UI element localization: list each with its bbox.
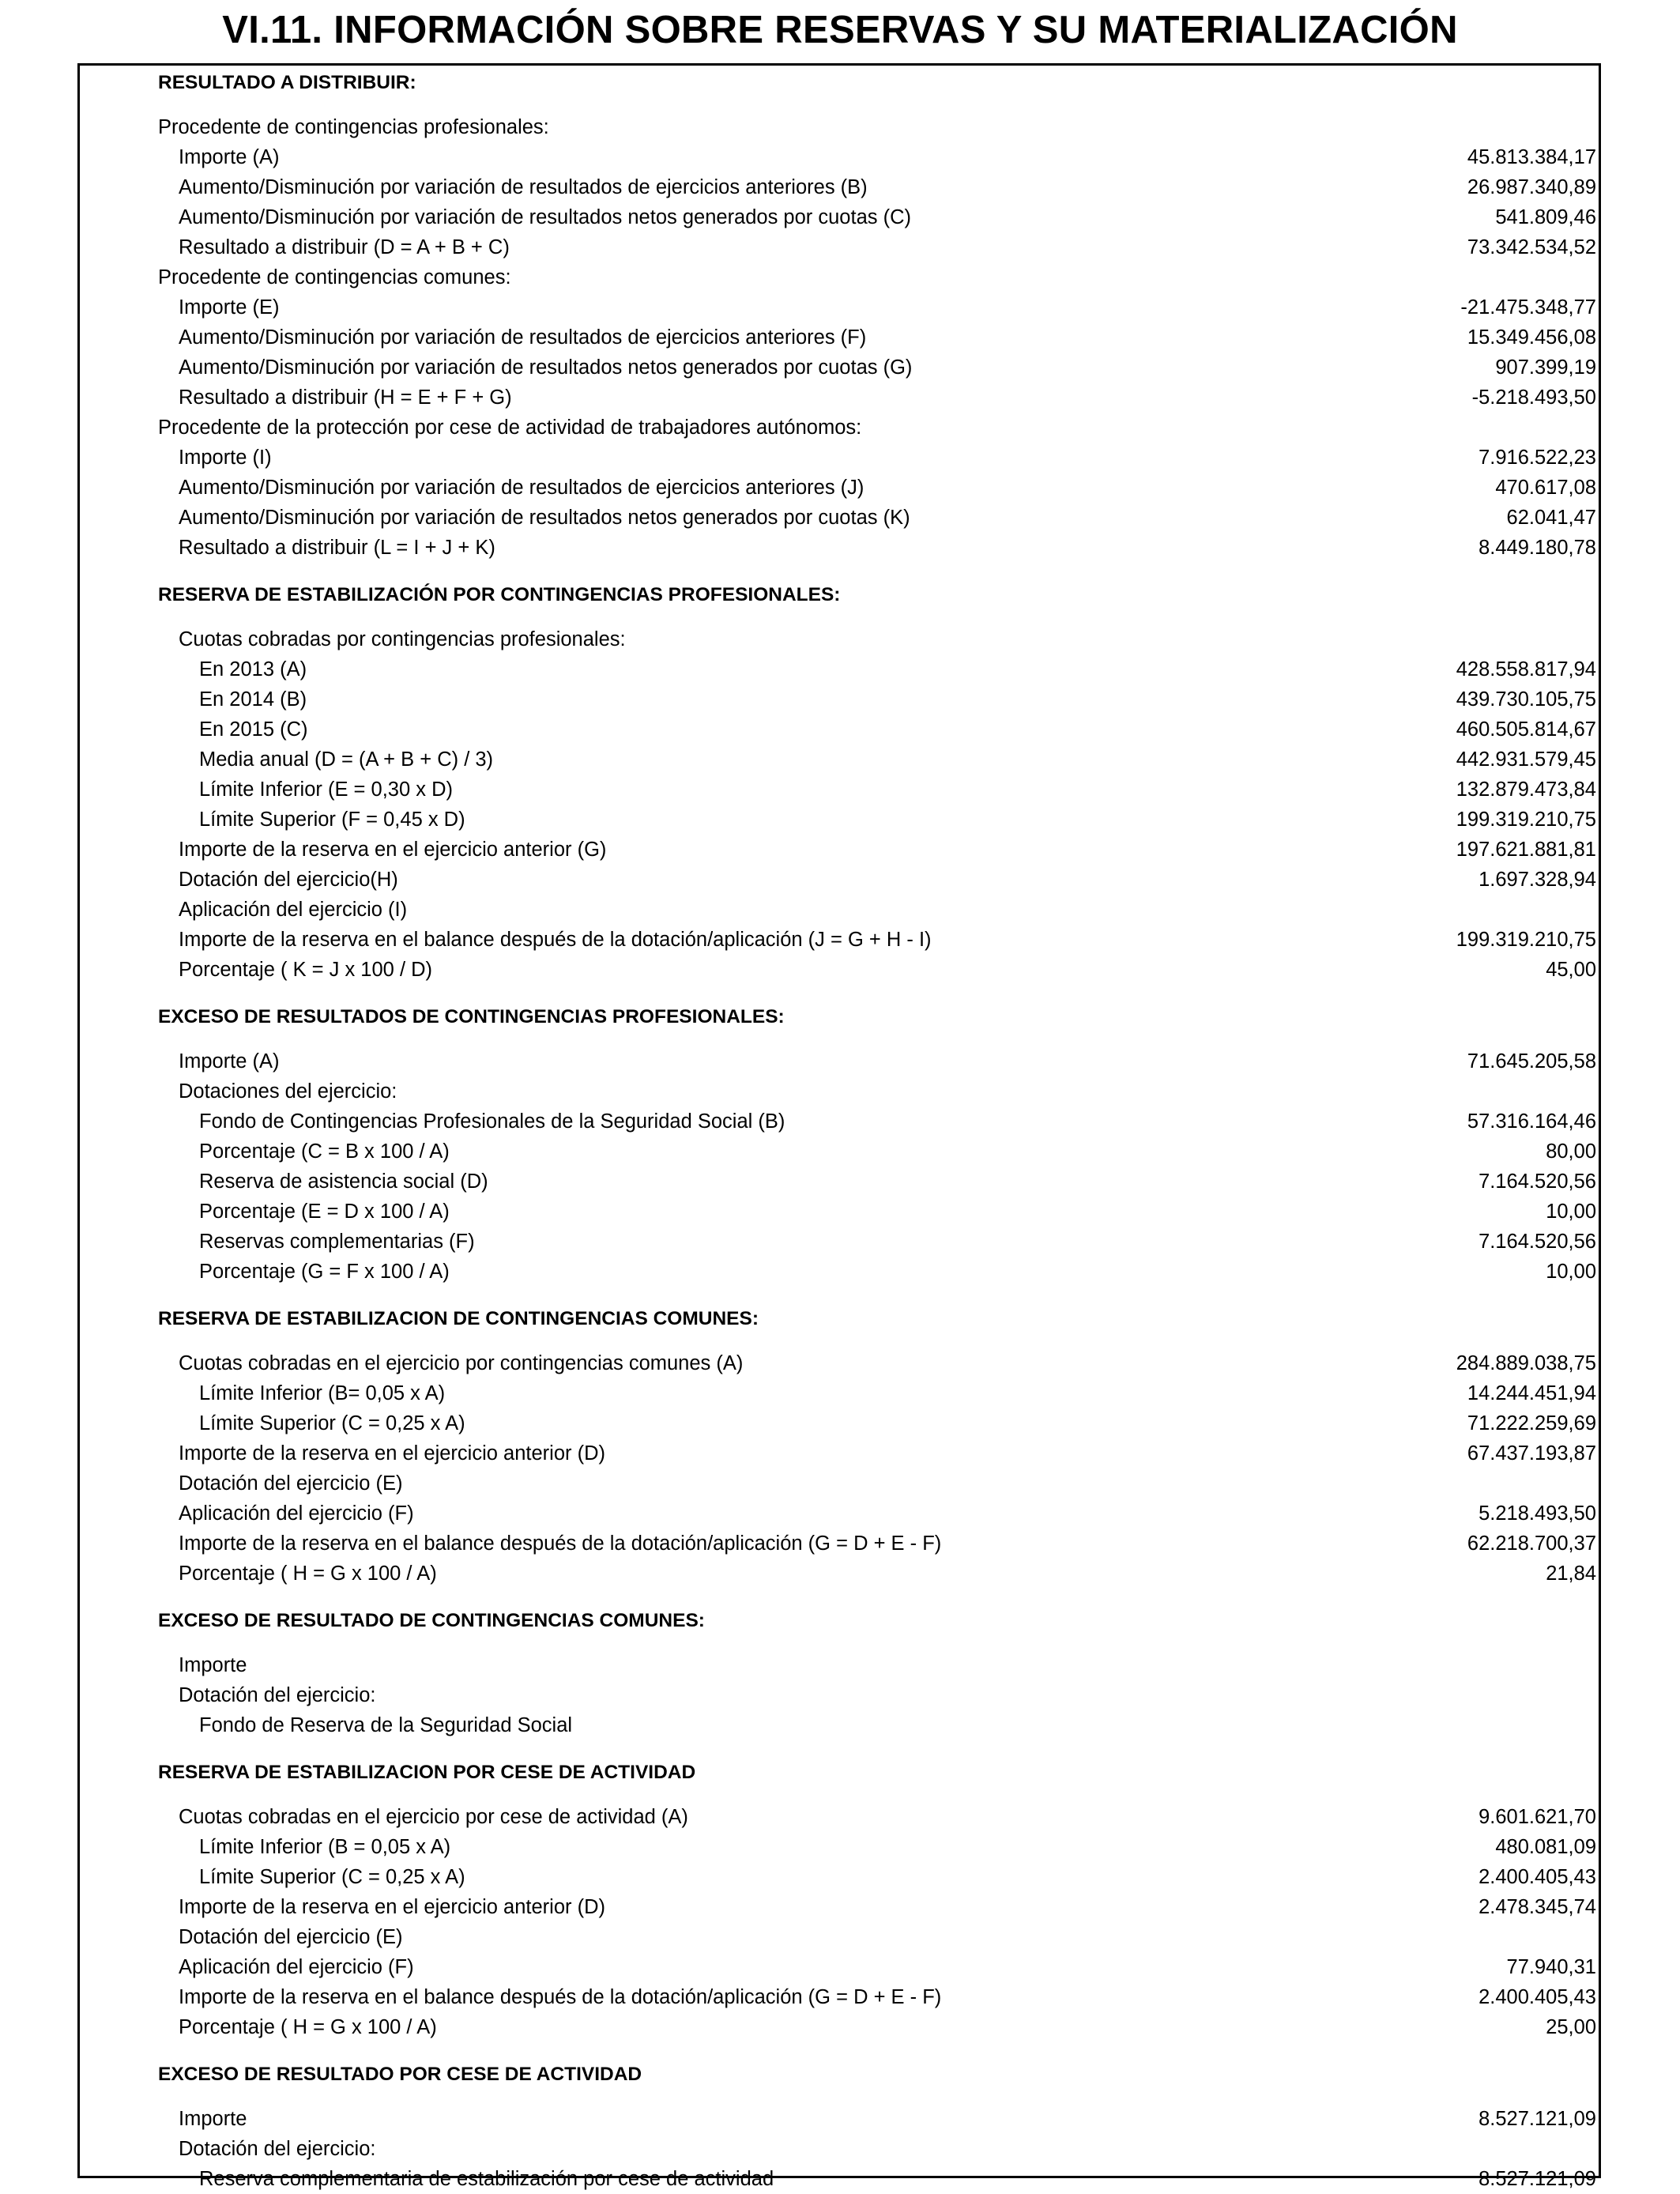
row-label: Fondo de Reserva de la Seguridad Social	[199, 1714, 573, 1736]
row-label: Aumento/Disminución por variación de resultados de ejercicios anteriores (J)	[179, 477, 864, 499]
table-row	[158, 1167, 1596, 1197]
row-value: 480.081,09	[1495, 1836, 1596, 1858]
row-value: 62.041,47	[1506, 507, 1596, 529]
row-value: 541.809,46	[1495, 206, 1596, 228]
table-row	[158, 533, 1596, 563]
row-label: Importe de la reserva en el balance después de la dotación/aplicación (J = G + H - I)	[179, 929, 932, 951]
row-value: 7.164.520,56	[1478, 1171, 1596, 1193]
row-label: Reserva complementaria de estabilización por cese de actividad	[199, 2168, 774, 2190]
table-row	[158, 1106, 1596, 1137]
row-label: Porcentaje (C = B x 100 / A)	[199, 1140, 450, 1163]
page-title: VI.11. INFORMACIÓN SOBRE RESERVAS Y SU MATERIALIZACIÓN	[222, 9, 1458, 51]
row-label: Dotaciones del ejercicio:	[179, 1080, 397, 1103]
row-value: 15.349.456,08	[1467, 326, 1596, 349]
row-label: Límite Superior (C = 0,25 x A)	[199, 1412, 465, 1434]
row-value: 470.617,08	[1495, 477, 1596, 499]
row-label: Resultado a distribuir (L = I + J + K)	[179, 537, 495, 559]
row-label: Fondo de Contingencias Profesionales de la Seguridad Social (B)	[199, 1110, 785, 1133]
table-row	[158, 503, 1596, 533]
table-row	[158, 383, 1596, 413]
row-value: 57.316.164,46	[1467, 1110, 1596, 1133]
row-value: 73.342.534,52	[1467, 236, 1596, 258]
row-value: 2.400.405,43	[1478, 1866, 1596, 1888]
row-value: 9.601.621,70	[1478, 1806, 1596, 1828]
row-label: Media anual (D = (A + B + C) / 3)	[199, 748, 494, 771]
row-value: 8.449.180,78	[1478, 537, 1596, 559]
table-row	[158, 1227, 1596, 1257]
group-label	[158, 112, 1596, 142]
row-label: Procedente de contingencias profesionales:	[158, 116, 549, 138]
row-value: 45,00	[1546, 959, 1596, 981]
table-row	[158, 2164, 1596, 2194]
row-label: Dotación del ejercicio(H)	[179, 869, 398, 891]
table-row	[158, 1498, 1596, 1529]
row-label: Reservas complementarias (F)	[199, 1231, 475, 1253]
section-heading-reserva-cp	[158, 579, 1596, 612]
row-value: 460.505.814,67	[1456, 718, 1596, 741]
row-label: Procedente de contingencias comunes:	[158, 266, 511, 288]
report-content	[158, 66, 1596, 2194]
row-value: 284.889.038,75	[1456, 1352, 1596, 1374]
row-value: 21,84	[1546, 1563, 1596, 1585]
row-label: Dotación del ejercicio (E)	[179, 1472, 403, 1495]
row-value: 197.621.881,81	[1456, 839, 1596, 861]
table-row	[158, 1710, 1596, 1740]
row-value: 14.244.451,94	[1467, 1382, 1596, 1404]
row-label: Porcentaje ( K = J x 100 / D)	[179, 959, 433, 981]
row-value: 2.478.345,74	[1478, 1896, 1596, 1918]
row-label: Límite Inferior (B = 0,05 x A)	[199, 1836, 451, 1858]
table-row	[158, 1348, 1596, 1378]
table-row	[158, 955, 1596, 985]
table-row	[158, 1802, 1596, 1832]
row-label: Porcentaje ( H = G x 100 / A)	[179, 1563, 437, 1585]
group-label	[158, 262, 1596, 292]
row-label: RESERVA DE ESTABILIZACIÓN POR CONTINGENCIAS PROFESIONALES:	[158, 584, 841, 605]
row-value: -5.218.493,50	[1471, 386, 1596, 409]
group-label	[158, 413, 1596, 443]
row-label: Aumento/Disminución por variación de resultados de ejercicios anteriores (B)	[179, 176, 868, 198]
row-value: 8.527.121,09	[1478, 2168, 1596, 2190]
row-value: 80,00	[1546, 1140, 1596, 1163]
row-label: Aumento/Disminución por variación de resultados netos generados por cuotas (C)	[179, 206, 911, 228]
row-label: Aumento/Disminución por variación de resultados netos generados por cuotas (K)	[179, 507, 910, 529]
row-label: Dotación del ejercicio:	[179, 1684, 376, 1706]
row-label: Aumento/Disminución por variación de resultados de ejercicios anteriores (F)	[179, 326, 867, 349]
row-label: Procedente de la protección por cese de actividad de trabajadores autónomos:	[158, 417, 862, 439]
row-label: Importe de la reserva en el ejercicio anterior (D)	[179, 1442, 605, 1465]
row-label: Dotación del ejercicio:	[179, 2138, 376, 2160]
row-value: 25,00	[1546, 2016, 1596, 2038]
row-value: 10,00	[1546, 1201, 1596, 1223]
table-row	[158, 1922, 1596, 1952]
row-label: Límite Superior (F = 0,45 x D)	[199, 809, 465, 831]
table-row	[158, 1378, 1596, 1408]
row-label: Límite Superior (C = 0,25 x A)	[199, 1866, 465, 1888]
row-value: 2.400.405,43	[1478, 1986, 1596, 2008]
row-value: 428.558.817,94	[1456, 658, 1596, 680]
section-heading-reserva-cc	[158, 1302, 1596, 1336]
table-row	[158, 714, 1596, 745]
row-label: En 2013 (A)	[199, 658, 307, 680]
group-label	[158, 624, 1596, 654]
table-row	[158, 1892, 1596, 1922]
row-label: Aplicación del ejercicio (F)	[179, 1502, 414, 1525]
section-heading-exceso-cese	[158, 2058, 1596, 2091]
table-row	[158, 775, 1596, 805]
table-row	[158, 1257, 1596, 1287]
row-label: Porcentaje (G = F x 100 / A)	[199, 1261, 450, 1283]
row-label: Importe (A)	[179, 146, 280, 168]
row-value: -21.475.348,77	[1460, 296, 1596, 319]
table-row	[158, 1832, 1596, 1862]
table-row	[158, 232, 1596, 262]
table-row	[158, 2012, 1596, 2042]
table-row	[158, 1862, 1596, 1892]
row-label: Importe de la reserva en el ejercicio anterior (G)	[179, 839, 607, 861]
row-value: 10,00	[1546, 1261, 1596, 1283]
table-row	[158, 172, 1596, 202]
table-row	[158, 745, 1596, 775]
table-row	[158, 925, 1596, 955]
table-row	[158, 1559, 1596, 1589]
row-value: 199.319.210,75	[1456, 929, 1596, 951]
section-heading-exceso-cp	[158, 1001, 1596, 1034]
row-value: 439.730.105,75	[1456, 688, 1596, 711]
row-label: Porcentaje ( H = G x 100 / A)	[179, 2016, 437, 2038]
table-row	[158, 1046, 1596, 1076]
table-row	[158, 443, 1596, 473]
row-label: EXCESO DE RESULTADO DE CONTINGENCIAS COMUNES:	[158, 1610, 705, 1631]
row-label: Importe de la reserva en el ejercicio anterior (D)	[179, 1896, 605, 1918]
table-row	[158, 2104, 1596, 2134]
row-label: RESERVA DE ESTABILIZACION POR CESE DE ACTIVIDAD	[158, 1762, 696, 1783]
row-value: 442.931.579,45	[1456, 748, 1596, 771]
group-label	[158, 2134, 1596, 2164]
table-row	[158, 1468, 1596, 1498]
row-label: Límite Inferior (E = 0,30 x D)	[199, 778, 453, 801]
row-value: 1.697.328,94	[1478, 869, 1596, 891]
table-row	[158, 142, 1596, 172]
row-label: Resultado a distribuir (H = E + F + G)	[179, 386, 512, 409]
table-row	[158, 835, 1596, 865]
row-label: RESERVA DE ESTABILIZACION DE CONTINGENCIAS COMUNES:	[158, 1308, 759, 1329]
table-row	[158, 202, 1596, 232]
row-label: Importe	[179, 2108, 247, 2130]
table-row	[158, 684, 1596, 714]
table-row	[158, 473, 1596, 503]
row-value: 67.437.193,87	[1467, 1442, 1596, 1465]
row-value: 907.399,19	[1495, 356, 1596, 379]
table-row	[158, 1438, 1596, 1468]
table-row	[158, 1197, 1596, 1227]
section-heading-resultado	[158, 66, 1596, 100]
row-value: 45.813.384,17	[1467, 146, 1596, 168]
group-label	[158, 1076, 1596, 1106]
row-label: Cuotas cobradas en el ejercicio por cese de actividad (A)	[179, 1806, 688, 1828]
table-row	[158, 292, 1596, 322]
row-value: 71.645.205,58	[1467, 1050, 1596, 1072]
row-label: En 2014 (B)	[199, 688, 307, 711]
table-row	[158, 1982, 1596, 2012]
row-label: Importe	[179, 1654, 247, 1676]
row-value: 7.164.520,56	[1478, 1231, 1596, 1253]
section-heading-reserva-cese	[158, 1756, 1596, 1789]
row-value: 26.987.340,89	[1467, 176, 1596, 198]
row-label: Importe de la reserva en el balance después de la dotación/aplicación (G = D + E - F)	[179, 1532, 942, 1555]
row-value: 8.527.121,09	[1478, 2108, 1596, 2130]
row-label: Dotación del ejercicio (E)	[179, 1926, 403, 1948]
row-value: 199.319.210,75	[1456, 809, 1596, 831]
row-value: 77.940,31	[1506, 1956, 1596, 1978]
table-row	[158, 895, 1596, 925]
row-label: Aplicación del ejercicio (F)	[179, 1956, 414, 1978]
table-row	[158, 1137, 1596, 1167]
table-row	[158, 1650, 1596, 1680]
row-label: EXCESO DE RESULTADOS DE CONTINGENCIAS PROFESIONALES:	[158, 1006, 785, 1027]
row-label: Cuotas cobradas por contingencias profesionales:	[179, 628, 626, 650]
section-heading-exceso-cc	[158, 1604, 1596, 1638]
group-label	[158, 1680, 1596, 1710]
table-row	[158, 352, 1596, 383]
table-row	[158, 1529, 1596, 1559]
row-label: Reserva de asistencia social (D)	[199, 1171, 488, 1193]
row-label: Importe (I)	[179, 447, 272, 469]
table-row	[158, 1408, 1596, 1438]
row-label: RESULTADO A DISTRIBUIR:	[158, 72, 416, 93]
row-label: Porcentaje (E = D x 100 / A)	[199, 1201, 450, 1223]
table-row	[158, 865, 1596, 895]
row-label: En 2015 (C)	[199, 718, 308, 741]
table-row	[158, 654, 1596, 684]
row-value: 5.218.493,50	[1478, 1502, 1596, 1525]
row-label: EXCESO DE RESULTADO POR CESE DE ACTIVIDAD	[158, 2064, 642, 2085]
row-label: Importe (A)	[179, 1050, 280, 1072]
row-value: 7.916.522,23	[1478, 447, 1596, 469]
row-label: Aumento/Disminución por variación de resultados netos generados por cuotas (G)	[179, 356, 913, 379]
table-row	[158, 805, 1596, 835]
row-value: 71.222.259,69	[1467, 1412, 1596, 1434]
row-label: Límite Inferior (B= 0,05 x A)	[199, 1382, 446, 1404]
row-value: 132.879.473,84	[1456, 778, 1596, 801]
row-label: Importe (E)	[179, 296, 280, 319]
row-label: Aplicación del ejercicio (I)	[179, 899, 408, 921]
row-label: Resultado a distribuir (D = A + B + C)	[179, 236, 510, 258]
row-value: 62.218.700,37	[1467, 1532, 1596, 1555]
table-row	[158, 1952, 1596, 1982]
row-label: Cuotas cobradas en el ejercicio por contingencias comunes (A)	[179, 1352, 744, 1374]
row-label: Importe de la reserva en el balance después de la dotación/aplicación (G = D + E - F)	[179, 1986, 942, 2008]
table-row	[158, 322, 1596, 352]
